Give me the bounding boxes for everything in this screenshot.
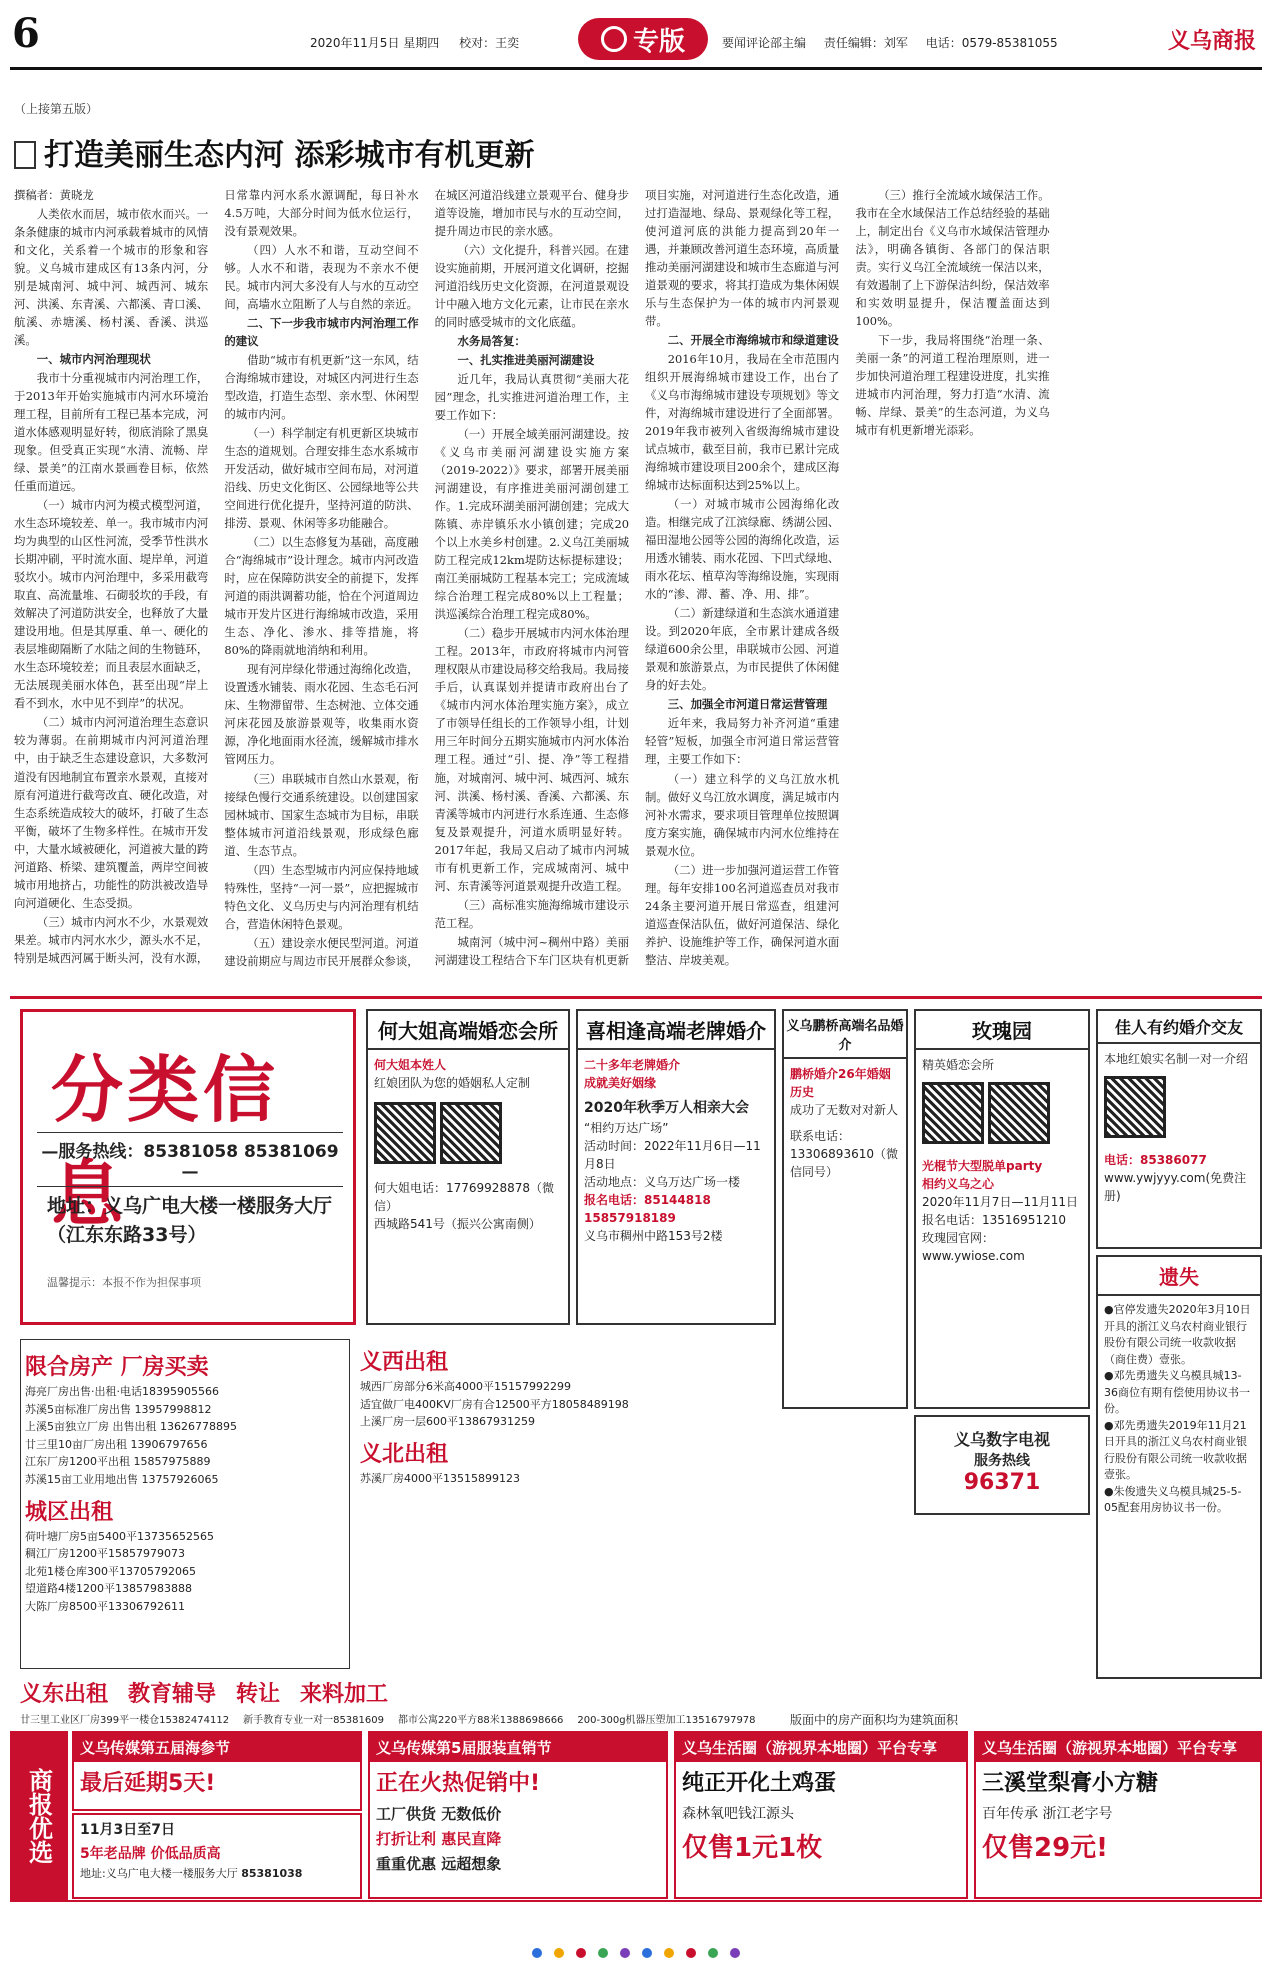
article-body — [14, 186, 1260, 981]
divider — [10, 1900, 1262, 1902]
ad-qiao — [782, 1009, 908, 1409]
ad-title: 何大姐高端婚恋会所 — [368, 1011, 568, 1050]
ad-line: 工厂供货 无数低价 — [376, 1805, 502, 1823]
section-label: 专版 — [632, 26, 685, 57]
category-row — [20, 1677, 1020, 1711]
listing-line: 海亮厂房出售·出租·电话18395905566 — [25, 1385, 219, 1398]
ad-phone: 何大姐电话：17769928878（微信） — [374, 1181, 554, 1213]
issue-date: 2020年11月5日 星期四 — [310, 36, 440, 50]
west-rent-title: 义西出租 — [360, 1350, 449, 1375]
ad-line: 红娘团队为您的婚姻私人定制 — [374, 1076, 531, 1090]
article-paragraph: （四）生态型城市内河应保持地域特殊性，坚持“一河一景”，应把握城市特色文化、义乌历史与内河治理有机结合，营造休闲特色景观。 — [224, 862, 419, 931]
continued-note: （上接第五版） — [14, 102, 99, 116]
listing-line: 望道路4楼1200平13857983888 — [25, 1582, 192, 1596]
footer-dot — [708, 1948, 718, 1958]
footer-dot — [554, 1948, 564, 1958]
ad-phone: 85381038 — [241, 1867, 303, 1880]
ad-youyue — [1096, 1009, 1262, 1249]
ad-fuzhuang — [368, 1731, 668, 1899]
listing-line: 廿三里10亩厂房出租 13906797656 — [25, 1437, 208, 1451]
ad-chunjie — [72, 1731, 362, 1811]
article-paragraph: （二）以生态修复为基础，高度融合“海绵城市”设计理念。城市内河改造时，应在保障防洪安全的前提下，发挥河道的雨洪调蓄功能，恰在个河道周边城市开发片区进行海绵城市改造，采用生态、净化、渗水、排等措施，将80%的降雨就地消纳和利用。 — [224, 535, 419, 658]
footer-dot — [686, 1948, 696, 1958]
ad-title: 玫瑰园 — [916, 1011, 1088, 1050]
biz-label: 商报优选 — [10, 1731, 68, 1901]
ad-phone: 联系电话：13306893610（微信同号） — [790, 1129, 898, 1179]
article-paragraph: （五）建设亲水便民型河道。河道建设前期应与周边市民开展群众参谈，在城区河道沿线建立景观平台、健身步道等设施，增加市民与水的互动空间，提升周边市民的亲水感。 — [224, 188, 629, 968]
header-meta-right — [722, 34, 1072, 51]
listing-line: 都市公寓220平方88米1388698666 — [397, 1715, 564, 1726]
ad-title: 义乌数字电视 — [953, 1430, 1050, 1449]
article-paragraph: （三）城市内河水不少，水景观效果差。城市内河水水少，源头水不足，特别是城西河属于断头河，没有水源，日常靠内河水系水源调配，每日补水4.5万吨，大部分时间为低水位运行，没有景观效果。 — [14, 188, 419, 965]
city-rent-title: 城区出租 — [25, 1499, 114, 1525]
ad-line: 打折让利 惠民直降 — [376, 1830, 502, 1848]
article-title — [14, 130, 534, 174]
listing-line: 稠江厂房1200平15857979073 — [25, 1547, 185, 1561]
article-subheading: 一、城市内河治理现状 — [36, 352, 151, 367]
rent-lines — [25, 1383, 345, 1489]
article-paragraph: 近几年，我局认真贯彻“美丽大花园”理念，扎实推进河道治理工作，主要工作如下： — [434, 372, 629, 423]
ad-headline: 三溪堂梨膏小方糖 — [982, 1771, 1159, 1796]
ad-phone: 96371 — [963, 1470, 1041, 1495]
article-paragraph: （三）串联城市自然山水景观，衔接绿色慢行交通系统建设。以创建国家园林城市、国家生态城市为目标，串联整体城市河道沿线景观，形成绿色廊道、生态节点。 — [224, 771, 419, 858]
ad-event: 光棍节大型脱单party — [922, 1159, 1043, 1173]
ad-line: 精英婚恋会所 — [922, 1058, 995, 1072]
footer-dot — [642, 1948, 652, 1958]
footer-dot — [532, 1948, 542, 1958]
ad-title: 义乌生活圈（游视界本地圈）平台专享 — [676, 1733, 966, 1762]
section-badge — [578, 18, 708, 60]
ad-line: 森林氧吧钱江源头 — [682, 1806, 794, 1822]
ad-title: 义乌鹏桥高端名品婚介 — [784, 1011, 906, 1059]
ad-place: 活动地点：义乌万达广场一楼 — [584, 1175, 741, 1189]
classified-header-box — [20, 1009, 356, 1325]
article-paragraph: 下一步，我局将围绕“治理一条、美丽一条”的河道工程治理原则，进一步加快河道治理工程建设进度，扎实推进城市内河治理，努力打造“水清、流畅、岸绿、景美”的生态河道，为义乌城市有机更新增光添彩。 — [855, 333, 1050, 438]
listing-line: 苏溪15亩工业用地出售 13757926065 — [25, 1472, 219, 1486]
header-meta-left — [310, 34, 535, 51]
ad-line: 重重优惠 远超想象 — [376, 1855, 502, 1873]
ad-body — [784, 1059, 906, 1187]
footer-dot — [730, 1948, 740, 1958]
ad-web: 玫瑰园官网：www.ywiose.com — [922, 1231, 1025, 1263]
article-subheading: 三、加强全市河道日常运营管理 — [667, 697, 828, 712]
page-header — [10, 8, 1262, 70]
classified-note: 温馨提示：本报不作为担保事项 — [47, 1276, 201, 1289]
article-subheading: 二、下一步我市城市内河治理工作的建议 — [224, 316, 419, 349]
ad-event-sub: “相约万达广场” — [584, 1121, 669, 1135]
ad-slogan: 5年老品牌 价低品质高 — [80, 1846, 221, 1862]
article-paragraph: （一）城市内河为模式模型河道，水生态环境较差、单一。我市城市内河均为典型的山区性河流，受季节性洪水长期冲刷，平时流水面、堤岸单，河道驳坎小。城市内河治理中，多采用截弯取直、高流量堆、石砌驳坎的手段，有效解决了河道防洪安全，也释放了大量建设用地。但是其厚重、单一、硬化的表层堆砌隔断了水陆之间的生物链环，水生态环境较差；而且表层水面缺乏，无法展现美丽水体色，甚至出现“岸上看不到水，水中见不到岸”的状况。 — [14, 498, 209, 711]
ad-line: 成功了无数对对新人 — [790, 1103, 899, 1117]
ad-time: 活动时间：2022年11月6日—11月8日 — [584, 1139, 761, 1171]
proofreader: 校对：王奕 — [459, 36, 520, 50]
classified-hotline: —服务热线：85381058 85381069— — [37, 1132, 343, 1187]
rent-listing-left — [20, 1339, 350, 1669]
ad-line: 成就美好姻缘 — [584, 1076, 657, 1090]
city-rent-lines — [25, 1528, 345, 1616]
category-heading: 转让 — [236, 1682, 281, 1707]
ad-body — [368, 1050, 568, 1239]
newspaper-logo: 义乌商报 — [1167, 28, 1256, 54]
article-paragraph: （一）建立科学的义乌江放水机制。做好义乌江放水调度，满足城市内河补水需求，要求项目管理单位按照调度方案实施，确保城市内河水位维持在景观水位。 — [644, 771, 840, 858]
ad-price: 仅售29元! — [982, 1833, 1109, 1863]
article-paragraph: （一）开展全域美丽河湖建设。按《义乌市美丽河湖建设实施方案（2019-2022）》要求，部署开展美丽河湖建设，有序推进美丽河湖创建工作。1.完成环湖美丽河湖创建；完成大陈镇、赤岸镇乐水小镇创建；完成20个以上水美乡村创建。2.义乌江美丽城防工程完成12km堤防达标提标建设；南江美丽城防工程基本完工；完成流域综合治理工程完成80%以上工程量；洪巡溪综合治理工程完成80%。 — [434, 427, 629, 622]
lost-notice-title: 遗失 — [1098, 1257, 1260, 1296]
ad-headline: 最后延期5天! — [80, 1771, 216, 1796]
listing-line: 大陈厂房8500平13306792611 — [25, 1599, 185, 1613]
phone-label: 电话：0579-85381055 — [925, 36, 1058, 50]
listing-line: 适宜做厂电400KV厂房有合12500平方18058489198 — [360, 1397, 629, 1411]
ad-phone: 报名电话：13516951210 — [922, 1213, 1066, 1227]
listing-line: ●官停发遗失2020年3月10日开具的浙江义乌农村商业银行股份有限公司统一收款收据（商住费）壹张。 — [1104, 1303, 1251, 1366]
article-paragraph: 城南河（城中河~稠州中路）美丽河湖建设工程结合下车门区块有机更新项目实施，对河道进行生态化改造，通过打造湿地、绿岛、景观绿化等工程，使河道河底的洪能力提高到20年一遇，并兼顾改善河道生态环境，高质量推动美丽河湖建设和城市生态廊道与河道景观的要求，将其打造成为集休闲娱乐与生态保护为一体的城市内河景观带。 — [434, 188, 840, 967]
ad-chunjie-detail — [72, 1813, 362, 1899]
ad-he-dajie — [366, 1009, 570, 1325]
area-note: 版面中的房产面积均为建筑面积 — [790, 1713, 959, 1727]
qr-code-icon — [922, 1082, 1082, 1149]
footer-dot — [664, 1948, 674, 1958]
ad-headline: 纯正开化土鸡蛋 — [682, 1771, 837, 1796]
address-line-1: 地址：义乌广电大楼一楼服务大厅 — [47, 1195, 333, 1217]
ad-address: 义乌市稠州中路153号2楼 — [584, 1229, 723, 1243]
eye-icon — [601, 26, 627, 52]
rent-listing-mid — [360, 1339, 650, 1669]
ad-yishi — [1096, 1255, 1262, 1679]
ad-event: 相约义乌之心 — [922, 1177, 995, 1191]
listing-line: 新手教育专业一对一85381609 — [243, 1715, 384, 1726]
listing-line: 江东厂房1200平出租 15857975889 — [25, 1455, 211, 1469]
article-paragraph: 现有河岸绿化带通过海绵化改造，设置透水铺装、雨水花园、生态毛石河床、生物滞留带、生态树池、立体交通河床花园及旅游景观等，收集雨水资源，净化地面雨水径流，缓解城市排水管网压力。 — [224, 662, 419, 767]
listing-line: 廿三里工业区厂房399平一楼仓15382474112 — [20, 1715, 230, 1726]
article-subheading: 水务局答复： — [457, 334, 526, 349]
category-lines — [20, 1711, 780, 1726]
editor-label: 责任编辑：刘军 — [823, 36, 908, 50]
article-paragraph: （二）稳步开展城市内河水体治理工程。2013年，市政府将城市内河管理权限从市建设局移交给我局。我局接手后，认真谋划并提请市政府出台了《城市内河水体治理实施方案》，成立了市领导任组长的工作领导小组，计划用三年时间分五期实施城市内河水体治理工程。通过“引、提、净”等工程措施，对城南河、城中河、城西河、城东河、洪溪、杨村溪、香溪、六都溪、东青溪等城市内河进行水系连通、生态修复及景观提升，河道水质明显好转。2017年起，我局又启动了城市内河城市有机更新工作，完成城南河、城中河、东青溪等河道景观提升改造工程。 — [434, 626, 629, 893]
article-paragraph: 我市十分重视城市内河治理工作，于2013年开始实施城市内河水环境治理工程，目前所有工程已基本完成，河道水体感观明显好转，彻底消除了黑臭现象。但受真正实现“水清、流畅、岸绿、景美”的江南水景画卷目标，依然任重而道远。 — [14, 371, 209, 494]
article-paragraph: 2016年10月，我局在全市范围内组织开展海绵城市建设工作，出台了《义乌市海绵城市建设专项规划》等文件，对海绵城市建设进行了全面部署。2019年我市被列入省级海绵城市建设试点城市，截至目前，我市已累计完成海绵城市建设项目200余个，建成区海绵城市达标面积达到25%以上。 — [644, 352, 840, 493]
article-paragraph: （二）进一步加强河道运营工作管理。每年安排100名河道巡查员对我市24条主要河道开展日常巡查，组建河道巡查保洁队伍，做好河道保洁、绿化养护、设施维护等工作，确保河道水面整洁、岸坡美观。 — [644, 862, 840, 967]
article-paragraph: 借助“城市有机更新”这一东风，结合海绵城市建设，对城区内河进行生态型改造，打造生态型、亲水型、休闲型的城市内河。 — [224, 353, 419, 422]
article-paragraph: 人类依水而居，城市依水而兴。一条条健康的城市内河承载着城市的风情和文化，关系着一个城市的形象和容貌。义乌城市建成区有13条内河，分别是城南河、城中河、城西河、城东河、洪溪、东青溪、六都溪、青口溪、航溪、赤塘溪、杨村溪、香溪、洪巡溪。 — [14, 207, 209, 348]
article-paragraph: （一）科学制定有机更新区块城市生态的道规划。合理安排生态水系城市开发活动，做好城市空间布局，对河道沿线、历史文化街区、公园绿地等公共空间进行优化提升，坚持河道的防洪、排涝、景观、休闲等多功能融合。 — [224, 426, 419, 531]
ad-address: 西城路541号（振兴公寓南侧） — [374, 1217, 541, 1231]
listing-line: ●朱俊遗失义乌模具城25-5-05配套用房协议书一份。 — [1104, 1484, 1242, 1514]
ad-body — [1098, 1044, 1260, 1211]
ad-title: 义乌传媒第5届服装直销节 — [370, 1733, 666, 1762]
article-subheading: 二、开展全市海绵城市和绿道建设 — [667, 333, 839, 348]
ad-title: 佳人有约婚介交友 — [1098, 1011, 1260, 1044]
north-rent-lines — [360, 1470, 650, 1488]
west-rent-lines — [360, 1378, 650, 1431]
ad-meigui — [914, 1009, 1090, 1409]
address-line-2: （江东东路33号） — [47, 1223, 207, 1246]
classified-address — [47, 1192, 332, 1249]
qr-code-icon — [1104, 1076, 1254, 1143]
article-paragraph: （二）新建绿道和生态滨水通道建设。到2020年底，全市累计建成各级绿道600余公里，串联城市公园、河道景观和旅游景点，为市民提供了休闲健身的好去处。 — [644, 606, 840, 693]
qr-code-icon — [374, 1102, 562, 1169]
article-paragraph: （三）推行全流域水域保洁工作。我市在全水域保洁工作总结经验的基础上，制定出台《义乌市水域保洁管理办法》，明确各镇街、各部门的保洁职责。实行义乌江全流域统一保洁以来，有效遏制了上下游保洁纠纷，保洁效率和实效明显提升，保洁覆盖面达到100%。 — [855, 188, 1050, 329]
footer-dot — [620, 1948, 630, 1958]
ad-phone: 报名电话：85144818 15857918189 — [584, 1193, 711, 1225]
listing-line: 200-300g机器压塑加工13516797978 — [577, 1715, 756, 1726]
article-paragraph: （一）对城市城市公园海绵化改造。相继完成了江滨绿廊、绣湖公园、福田湿地公园等公园的海绵化改造，运用透水铺装、雨水花园、下凹式绿地、雨水花坛、植草沟等海绵设施，实现雨水的“渗、滞、蓄、净、用、排”。 — [644, 497, 840, 602]
listing-line: ●邓先勇遗失义乌模具城13-36商位有期有偿使用协议书一份。 — [1104, 1369, 1250, 1415]
footer-dot — [576, 1948, 586, 1958]
article-paragraph: 近年来，我局努力补齐河道“重建轻管”短板，加强全市河道日常运营管理，主要工作如下： — [644, 716, 840, 767]
article-title-text: 打造美丽生态内河 添彩城市有机更新 — [44, 138, 535, 173]
classified-section — [10, 996, 1262, 1901]
ad-price: 仅售1元1枚 — [682, 1833, 823, 1863]
ad-body — [578, 1050, 774, 1251]
ad-line: 本地红娘实名制一对一介绍 — [1104, 1052, 1249, 1066]
ad-jidan — [674, 1731, 968, 1899]
ad-web: www.ywjyyy.com(免费注册) — [1104, 1171, 1247, 1203]
ad-headline: 正在火热促销中! — [376, 1771, 541, 1796]
article-paragraph: （二）城市内河河道治理生态意识较为薄弱。在前期城市内河河道治理中，由于缺乏生态建设意识，大多数河道没有因地制宜布置亲水景观，直接对原有河道进行截弯改直、硬化改造，对生态系统造成较大的破坏，打破了生态平衡，破坏了生物多样性。在城市开发中，大量水域被硬化，河道被大量的跨河道路、桥梁、建筑覆盖，两岸空间被城市用地挤占，功能性的防洪被改造导向河道硬化、生态受损。 — [14, 715, 209, 910]
article-paragraph: （四）人水不和谐，互动空间不够。人水不和谐，表现为不亲水不便民。城市内河大多没有人与水的互动空间，高墙水立阻断了人与自然的亲近。 — [224, 243, 419, 312]
title-box-icon — [14, 141, 36, 169]
category-heading: 义东出租 — [20, 1682, 109, 1707]
ad-line: 鹏桥婚介26年婚姻历史 — [790, 1067, 891, 1099]
listing-line: 苏溪厂房4000平13515899123 — [360, 1471, 520, 1485]
north-rent-title: 义北出租 — [360, 1441, 449, 1467]
article-author: 撰稿者：黄晓龙 — [14, 188, 94, 202]
ad-date: 2020年11月7日—11月11日 — [922, 1195, 1078, 1209]
category-heading: 来料加工 — [300, 1682, 389, 1707]
lost-notice-list — [1098, 1296, 1260, 1523]
ad-line: 服务热线 — [974, 1453, 1030, 1469]
ad-tv — [914, 1415, 1090, 1515]
ad-body — [916, 1050, 1088, 1271]
listing-line: 北苑1楼仓库300平13705792065 — [25, 1564, 196, 1578]
rent-title: 限合房产 厂房买卖 — [25, 1355, 209, 1380]
ad-xi-xiangfeng — [576, 1009, 776, 1325]
ad-date: 11月3日至7日 — [80, 1822, 175, 1838]
article-subheading: 一、扎实推进美丽河湖建设 — [457, 353, 595, 368]
ad-address: 地址:义乌广电大楼一楼服务大厅 — [80, 1867, 238, 1880]
footer-dot — [598, 1948, 608, 1958]
ad-title: 义乌传媒第五届海参节 — [74, 1733, 360, 1762]
listing-line: 荷叶塘厂房5亩5400平13735652565 — [25, 1529, 214, 1543]
classified-title: 分类信息 — [51, 1048, 280, 1236]
ad-phone: 电话：85386077 — [1104, 1153, 1207, 1167]
article-paragraph: （三）高标准实施海绵城市建设示范工程。 — [434, 897, 629, 930]
listing-line: 苏溪5亩标准厂房出售 13957998812 — [25, 1402, 212, 1416]
ad-line: 何大姐本姓人 — [374, 1058, 447, 1072]
ad-event: 2020年秋季万人相亲大会 — [584, 1100, 749, 1116]
listing-line: ●邓先勇遗失2019年11月21日开具的浙江义乌农村商业银行股份有限公司统一收款收据壹张。 — [1104, 1418, 1247, 1481]
ad-line: 二十多年老牌婚介 — [584, 1058, 681, 1072]
listing-line: 上溪5亩独立厂房 出售出租 13626778895 — [25, 1420, 237, 1434]
category-heading: 教育辅导 — [128, 1682, 217, 1707]
ad-line: 百年传承 浙江老字号 — [982, 1806, 1113, 1822]
listing-line: 城西厂房部分6米高4000平15157992299 — [360, 1380, 571, 1393]
footer-dots — [0, 1948, 1272, 1962]
ad-title: 义乌生活圈（游视界本地圈）平台专享 — [976, 1733, 1260, 1762]
listing-line: 上溪厂房一层600平13867931259 — [360, 1415, 535, 1429]
article-paragraph: （六）文化提升，科普兴园。在建设实施前期，开展河道文化调研，挖掘河道沿线历史文化资源，在河道景观设计中融入地方文化元素，让市民在亲水的同时感受城市的文化底蕴。 — [434, 243, 629, 330]
dept-label: 要闻评论部主编 — [722, 36, 807, 50]
ad-gaotang — [974, 1731, 1262, 1899]
page-number: 6 — [12, 10, 40, 57]
ad-title: 喜相逢高端老牌婚介 — [578, 1011, 774, 1050]
